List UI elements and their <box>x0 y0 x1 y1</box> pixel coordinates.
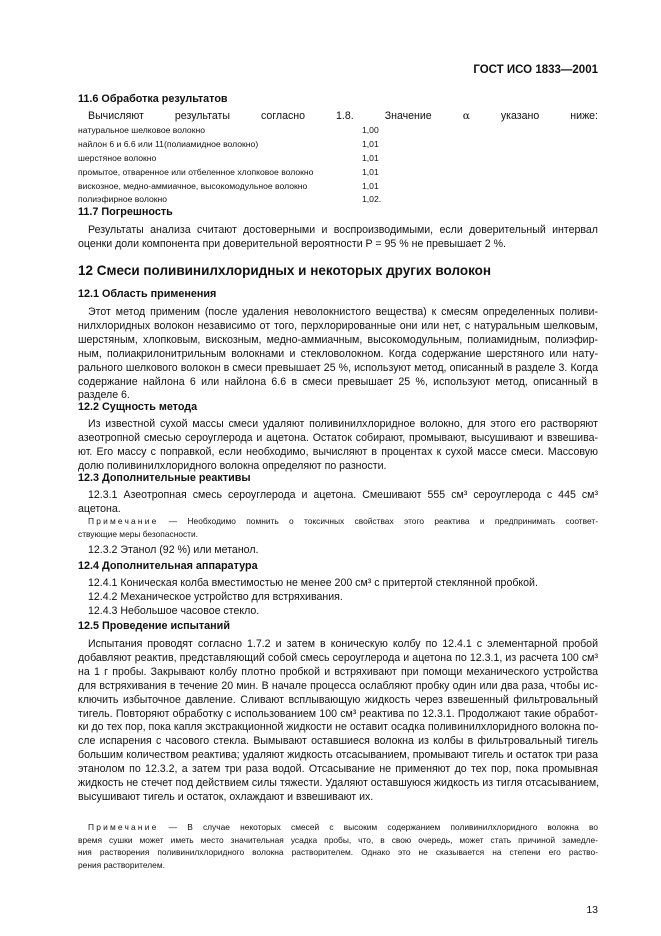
note-label: Примечание <box>88 822 159 832</box>
fiber-label: натуральное шелковое волокно <box>78 125 206 135</box>
intro-text-end: указано ниже: <box>469 110 598 122</box>
text-line: ки до тех пор, пока капля экстракционной жидкости не оставит осадка поливинилхлоридного волокна по- <box>78 721 599 734</box>
text-line: ным, полиакрилонитрильным волокнами и стекловолокном. Когда содержание шерстяного или нату- <box>78 347 598 360</box>
fiber-label: шерстяное волокно <box>78 152 157 163</box>
text-line: долю поливинилхлоридного волокна определяют по разности. <box>78 459 387 472</box>
section-12-2-title: 12.2 Сущность метода <box>78 401 198 413</box>
alpha-value: 1,01 <box>362 138 379 149</box>
text-line: ют. Его массу с поправкой, если необходимо, вычисляют в процентах к сухой массе смеси. Массовую <box>78 445 598 458</box>
section-12-5-title: 12.5 Проведение испытаний <box>78 620 230 632</box>
alpha-value: 1,02. <box>362 194 382 205</box>
fiber-label: промытое, отваренное или отбеленное хлопковое волокно <box>78 166 314 177</box>
note-text: — В случае некоторых смесей с высоким содержанием поливинилхлоридного волокна во <box>158 822 598 832</box>
section-12-3-title: 12.3 Дополнительные реактивы <box>78 472 251 484</box>
text-line: рального шелкового волокон в смеси превышает 25 %, используют метод, описанный в разделе 3. Когда <box>78 361 598 374</box>
section-12-5-text <box>78 638 598 805</box>
section-12-1-text <box>78 306 598 403</box>
alpha-value: 1,01 <box>362 152 379 163</box>
text-line: этанолом по 12.3.2, а затем три раза водой. Отсасывание не применяют до тех пор, пока промывная <box>78 763 598 776</box>
text-line: нилхлоридных волокон независимо от того, перхлорированные они или нет, с натуральным шелковым, <box>78 319 598 332</box>
list-item: 12.4.3 Небольшое часовое стекло. <box>88 604 260 617</box>
section-12-4-items <box>78 577 598 619</box>
text-line: большим количеством реактива; удаляют жидкость отсасыванием, промывают тигель и остаток три раза <box>78 749 598 762</box>
table-row <box>78 124 598 138</box>
document-header: ГОСТ ИСО 1833—2001 <box>473 64 598 76</box>
section-12-3-note <box>78 515 598 540</box>
alpha-values-table <box>78 124 598 207</box>
text-line: Из известной сухой массы смеси удаляют поливинилхлоридное волокно, для этого его растворяют <box>88 418 598 430</box>
note-label: Примечание <box>88 516 159 526</box>
text-line: шерстяным, хлопковым, вискозным, медно-аммиачным, высокомодульным, полиамидным, полиэфир- <box>78 333 598 346</box>
section-12-3-1-text <box>78 489 598 517</box>
table-row <box>78 166 598 180</box>
fiber-label: вискозное, медно-аммиачное, высокомодульное волокно <box>78 180 308 191</box>
text-line: оценки доли компонента при доверительной вероятности P = 95 % не превышает 2 %. <box>78 237 506 250</box>
text-line: азеотропной смесью сероуглерода и ацетона. Остаток собирают, промывают, высушивают и взвешива- <box>78 431 598 444</box>
table-row <box>78 180 598 194</box>
table-row <box>78 138 598 152</box>
section-11-6-intro <box>78 110 598 124</box>
section-12-2-text <box>78 418 598 474</box>
alpha-symbol: α <box>462 110 470 122</box>
text-line: для встряхивания в течение 20 мин. В начале процесса ослабляют пробку один или два раза, чтобы ис- <box>78 679 598 692</box>
fiber-label: найлон 6 и 6.6 или 11(полиамидное волокно) <box>78 138 259 149</box>
alpha-value: 1,01 <box>362 166 379 177</box>
section-12-1-title: 12.1 Область применения <box>78 288 217 300</box>
section-11-7-title: 11.7 Погрешность <box>78 206 173 218</box>
fiber-label: полиэфирное волокно <box>78 194 168 205</box>
text-line: тигель. Повторяют обработку с использованием 100 см³ реактива по 12.3.1. Продолжают такие обработ- <box>78 707 598 720</box>
table-row <box>78 152 598 166</box>
page-number: 13 <box>586 904 598 916</box>
section-11-6-title: 11.6 Обработка результатов <box>78 93 228 105</box>
text-line: ключить избыточное давление. Сливают всплывающую жидкость через взвешенный фильтровальный <box>78 693 598 706</box>
list-item: 12.4.2 Механическое устройство для встряхивания. <box>88 590 343 603</box>
note-text: рения растворителем. <box>78 859 165 870</box>
text-line: на 1 г пробы. Закрывают колбу плотно пробкой и встряхивают при помощи механического устройства <box>78 665 598 678</box>
intro-text: Вычисляют результаты согласно 1.8. Значение <box>88 110 463 122</box>
text-line: сле испарения с часового стекла. Вымывают оставшиеся волокна из колбы в фильтровальный тигель <box>78 735 598 748</box>
note-text: — Необходимо помнить о токсичных свойствах этого реактива и предпринимать соответ- <box>158 516 598 526</box>
note-text: ния растворения поливинилхлоридного волокна растворителем. Однако это не сказывается на степени его раство- <box>78 847 598 858</box>
text-line: высушивают тигель и остаток, охлаждают и взвешивают их. <box>78 790 374 803</box>
alpha-value: 1,01 <box>362 180 379 191</box>
section-12-3-2-text <box>78 544 598 558</box>
text-line: разделе 6. <box>78 389 130 402</box>
section-12-title: 12 Смеси поливинилхлоридных и некоторых других волокон <box>78 263 492 278</box>
section-11-7-text <box>78 224 598 252</box>
note-text: время сушки может иметь место значительная усадка пробы, что, в свою очередь, может стать причиной замедле- <box>78 834 598 845</box>
list-item: 12.4.1 Коническая колба вместимостью не менее 200 см³ с притертой стеклянной пробкой. <box>88 577 538 589</box>
text-line: добавляют реактив, представляющий собой смесь сероуглерода и ацетона по 12.3.1, из расчета 100 см³ <box>78 651 598 664</box>
text-line: Этот метод применим (после удаления неволокнистого вещества) к смесям определенных поливи- <box>88 306 598 318</box>
note-text: ствующие меры безопасности. <box>78 528 199 539</box>
text-line: 12.3.1 Азеотропная смесь сероуглерода и ацетона. Смешивают 555 см³ сероуглерода с 445 см³ <box>88 489 598 501</box>
text-line: ацетона. <box>78 502 121 515</box>
section-12-5-note <box>78 821 598 871</box>
section-12-4-title: 12.4 Дополнительная аппаратура <box>78 560 258 572</box>
text-line: 12.3.2 Этанол (92 %) или метанол. <box>88 544 259 556</box>
text-line: содержание найлона 6 или найлона 6.6 в смеси превышает 25 %, используют метод, описанный в <box>78 375 598 388</box>
alpha-value: 1,00 <box>362 125 379 135</box>
text-line: Испытания проводят согласно 1.7.2 и затем в коническую колбу по 12.4.1 с элементарной пробой <box>88 638 598 650</box>
text-line: жидкость не стечет под действием силы тяжести. Удаляют оставшуюся жидкость из тигля отсасыванием, <box>78 777 600 790</box>
text-line: Результаты анализа считают достоверными и воспроизводимыми, если доверительный интервал <box>88 224 598 236</box>
